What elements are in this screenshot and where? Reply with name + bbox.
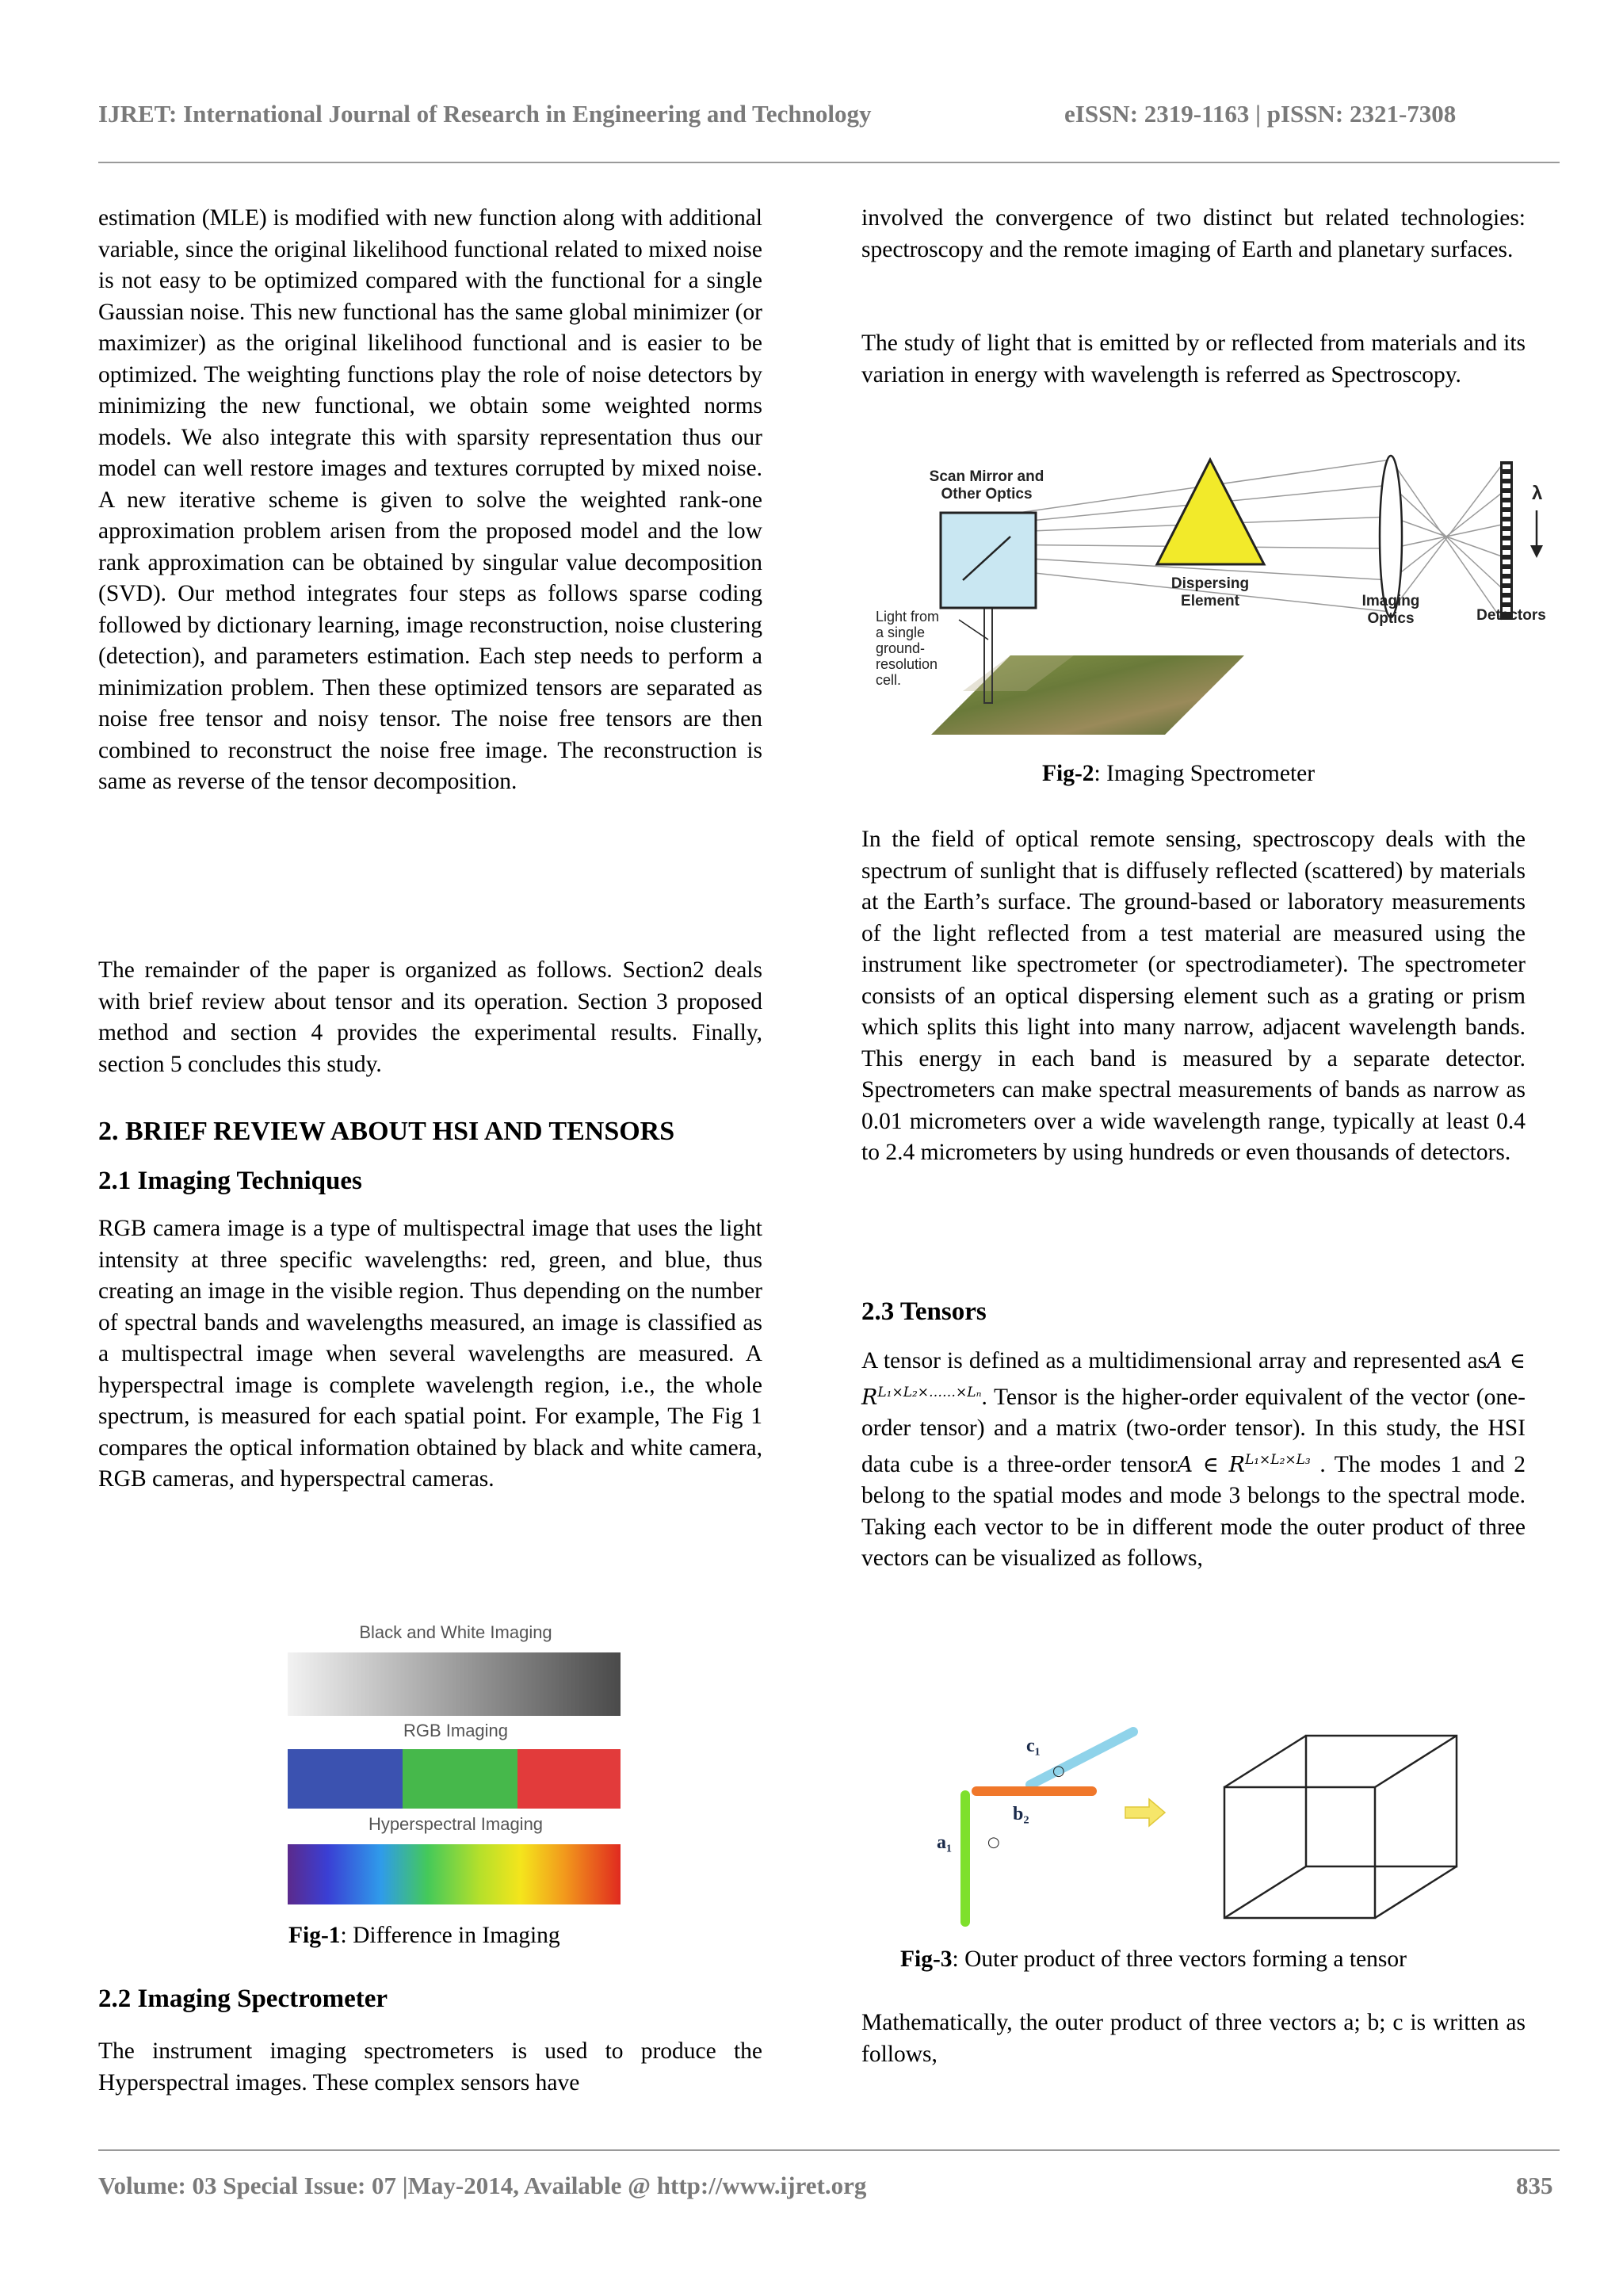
fig2-scan-mirror bbox=[941, 513, 1036, 608]
fig3-caption-label: Fig-3 bbox=[900, 1946, 953, 1972]
fig3-outer-symbol-2: ○ bbox=[987, 1834, 1000, 1851]
left-paragraph-4: The instrument imaging spectrometers is used to produce the Hyperspectral images. These complex sensors have bbox=[98, 2038, 762, 2095]
right-paragraph-2-block bbox=[861, 328, 1526, 391]
header-rule bbox=[98, 162, 1560, 163]
right-paragraph-4 bbox=[861, 1346, 1526, 1575]
fig1-caption-text: : Difference in Imaging bbox=[340, 1923, 560, 1948]
right-paragraph-1-block bbox=[861, 203, 1526, 266]
fig2-label-light-3: ground- bbox=[876, 640, 926, 656]
fig1-rgb-red bbox=[517, 1749, 621, 1809]
fig2-label-dispersing-2: Element bbox=[1181, 593, 1239, 609]
footer-rule bbox=[98, 2149, 1560, 2151]
section-2-heading-block bbox=[98, 1116, 762, 1148]
fig2-label-imaging-2: Optics bbox=[1367, 610, 1415, 627]
right-paragraph-1: involved the convergence of two distinct but related technologies: spectroscopy and the remote imaging of Earth and planetary surfaces. bbox=[861, 205, 1526, 262]
fig2-caption-label: Fig-2 bbox=[1042, 761, 1094, 786]
tensor-notation-1: A ∈ $R^{L_1\times L_2\times\dots\dots\times L_n}$ bbox=[861, 1349, 1526, 1410]
right-paragraph-2: The study of light that is emitted by or reflected from materials and its variation in energy with wavelength is referred as Spectroscopy. bbox=[861, 330, 1526, 388]
left-paragraph-4-block bbox=[98, 2036, 762, 2099]
figure-3-caption bbox=[900, 1945, 1407, 1973]
subsection-2-2-heading: 2.2 Imaging Spectrometer bbox=[98, 1985, 388, 2013]
fig2-label-scan-mirror-2: Other Optics bbox=[941, 486, 1033, 502]
page-number: 835 bbox=[1516, 2172, 1553, 2199]
fig3-label-a1: a₁ bbox=[937, 1832, 953, 1853]
subsection-2-3-block bbox=[861, 1296, 1526, 1328]
left-paragraph-2-block bbox=[98, 955, 762, 1080]
subsection-2-1-heading: 2.1 Imaging Techniques bbox=[98, 1167, 362, 1195]
fig1-spectrum-bar bbox=[288, 1844, 621, 1904]
subsection-2-3-heading: 2.3 Tensors bbox=[861, 1297, 987, 1326]
journal-title: IJRET: International Journal of Research in Engineering and Technology bbox=[98, 100, 872, 128]
fig3-outer-symbol-1: ○ bbox=[1052, 1763, 1065, 1779]
right-paragraph-3-block bbox=[861, 824, 1526, 1169]
issn: eISSN: 2319-1163 | pISSN: 2321-7308 bbox=[1064, 100, 1457, 128]
left-paragraph-3: RGB camera image is a type of multispectral image that uses the light intensity at three specific wavelengths: red, green, and blue, thus creating an image in the visible region. Thus depending on the number of spectral bands and wavelengths measured, an image is classified as a multispectral image when several wavelengths are measured. A hyperspectral image is complete wavelength region, i.e., the whole spectrum, is measured for each spatial point. For example, The Fig 1 compares the optical information obtained by black and white camera, RGB cameras, and hyperspectral cameras. bbox=[98, 1216, 762, 1492]
p4-text-c: . The modes 1 and 2 belong to the spatial modes and mode 3 belongs to the spectral mode. Taking each vector to be in different mode the outer product of three vectors can be visualized as follows, bbox=[861, 1451, 1526, 1571]
left-paragraph-3-block bbox=[98, 1213, 762, 1496]
subsection-2-2-block bbox=[98, 1983, 762, 2015]
fig1-label-rgb: RGB Imaging bbox=[403, 1721, 509, 1740]
tensor-notation-2: A ∈ $R^{L_1\times L_2\times L_3}$ bbox=[1177, 1451, 1311, 1477]
figure-2-imaging-spectrometer bbox=[868, 453, 1561, 747]
left-paragraph-2: The remainder of the paper is organized as follows. Section2 deals with brief review about tensor and its operation. Section 3 proposed method and section 4 provides the experimental results. Finally, section 5 concludes this study. bbox=[98, 957, 762, 1077]
fig3-label-b2: b₂ bbox=[1013, 1804, 1029, 1824]
subsection-2-1-block bbox=[98, 1165, 762, 1197]
fig2-label-scan-mirror-1: Scan Mirror and bbox=[929, 468, 1044, 485]
figure-3-outer-product bbox=[927, 1712, 1561, 1930]
fig2-label-light-2: a single bbox=[876, 625, 926, 640]
fig3-label-c1: c₁ bbox=[1026, 1736, 1041, 1756]
footer-volume: Volume: 03 Special Issue: 07 |May-2014, Available @ http://www.ijret.org bbox=[98, 2172, 867, 2199]
fig2-caption-text: : Imaging Spectrometer bbox=[1094, 761, 1316, 786]
section-2-heading: 2. BRIEF REVIEW ABOUT HSI AND TENSORS bbox=[98, 1117, 675, 1146]
fig3-vector-c bbox=[1030, 1732, 1133, 1785]
right-paragraph-5: Mathematically, the outer product of three vectors a; b; c is written as follows, bbox=[861, 2010, 1526, 2067]
left-paragraph-1-block bbox=[98, 203, 762, 798]
fig2-label-light-5: cell. bbox=[876, 672, 902, 688]
right-paragraph-4-block bbox=[861, 1346, 1526, 1575]
left-paragraph-1: estimation (MLE) is modified with new function along with additional variable, since the original likelihood functional related to mixed noise is not easy to be optimized compared with the functional for a single Gaussian noise. This new functional has the same global minimizer (or maximizer) as the original likelihood functional and is easier to be optimized. The weighting functions play the role of noise detectors by minimizing the new functional, we obtain some weighted norms models. We also integrate this with sparsity representation thus our model can well restore images and textures corrupted by mixed noise. A new iterative scheme is given to solve the weighted rank-one approximation problem arisen from the proposed model and the low rank approximation can be obtained by singular value decomposition (SVD). Our method integrates four steps as follows sparse coding followed by dictionary learning, image reconstruction, noise clustering (detection), and parameters estimation. Each step needs to perform a minimization problem. Then these optimized tensors are separated as noise free tensor and noisy tensor. The noise free tensors are then combined to reconstruct the noise free image. The reconstruction is same as reverse of the tensor decomposition. bbox=[98, 205, 762, 794]
fig2-lambda-symbol: λ bbox=[1532, 483, 1543, 504]
figure-2-caption bbox=[1042, 759, 1315, 788]
fig3-arrow bbox=[1125, 1799, 1165, 1826]
fig2-dispersing-prism bbox=[1157, 460, 1264, 564]
right-paragraph-3: In the field of optical remote sensing, spectroscopy deals with the spectrum of sunlight that is diffusely reflected (scattered) by materials at the Earth’s surface. The ground-based or laboratory measurements of the light reflected from a test material are measured using the instrument like spectrometer (or spectrodiameter). The spectrometer consists of an optical dispersing element such as a grating or prism which splits this light into many narrow, adjacent wavelength bands. This energy in each band is measured by a separate detector. Spectrometers can make spectral measurements of bands as narrow as 0.01 micrometers over a wide wavelength range, typically at least 0.4 to 2.4 micrometers by using hundreds or even thousands of detectors. bbox=[861, 827, 1526, 1165]
fig3-caption-text: : Outer product of three vectors forming a tensor bbox=[952, 1946, 1407, 1972]
fig2-label-dispersing-1: Dispersing bbox=[1170, 575, 1250, 592]
fig1-rgb-green bbox=[403, 1749, 517, 1809]
fig1-caption-label: Fig-1 bbox=[288, 1923, 341, 1948]
fig2-label-light-1: Light from bbox=[876, 609, 940, 625]
figure-1-caption bbox=[288, 1921, 560, 1950]
fig2-label-detectors: Detectors bbox=[1476, 607, 1546, 624]
right-paragraph-5-block bbox=[861, 2008, 1526, 2070]
fig1-bw-bar bbox=[288, 1652, 621, 1716]
p4-text-b: . Tensor is the higher-order equivalent of the vector (one-order tensor) and a matrix (two-order tensor). In this study, the HSI data cube is a three-order tensor bbox=[861, 1384, 1526, 1477]
fig1-label-hyper: Hyperspectral Imaging bbox=[368, 1814, 544, 1834]
p4-text-a: A tensor is defined as a multidimensional array and represented as bbox=[861, 1348, 1487, 1373]
fig3-tensor-cube bbox=[1224, 1736, 1457, 1918]
fig1-label-bw: Black and White Imaging bbox=[359, 1622, 552, 1642]
fig2-ground-image bbox=[931, 655, 1244, 735]
fig2-label-imaging-1: Imaging bbox=[1361, 593, 1420, 609]
figure-1-imaging-comparison bbox=[281, 1621, 630, 1914]
fig2-label-light-4: resolution bbox=[876, 656, 938, 672]
fig1-rgb-blue bbox=[288, 1749, 403, 1809]
